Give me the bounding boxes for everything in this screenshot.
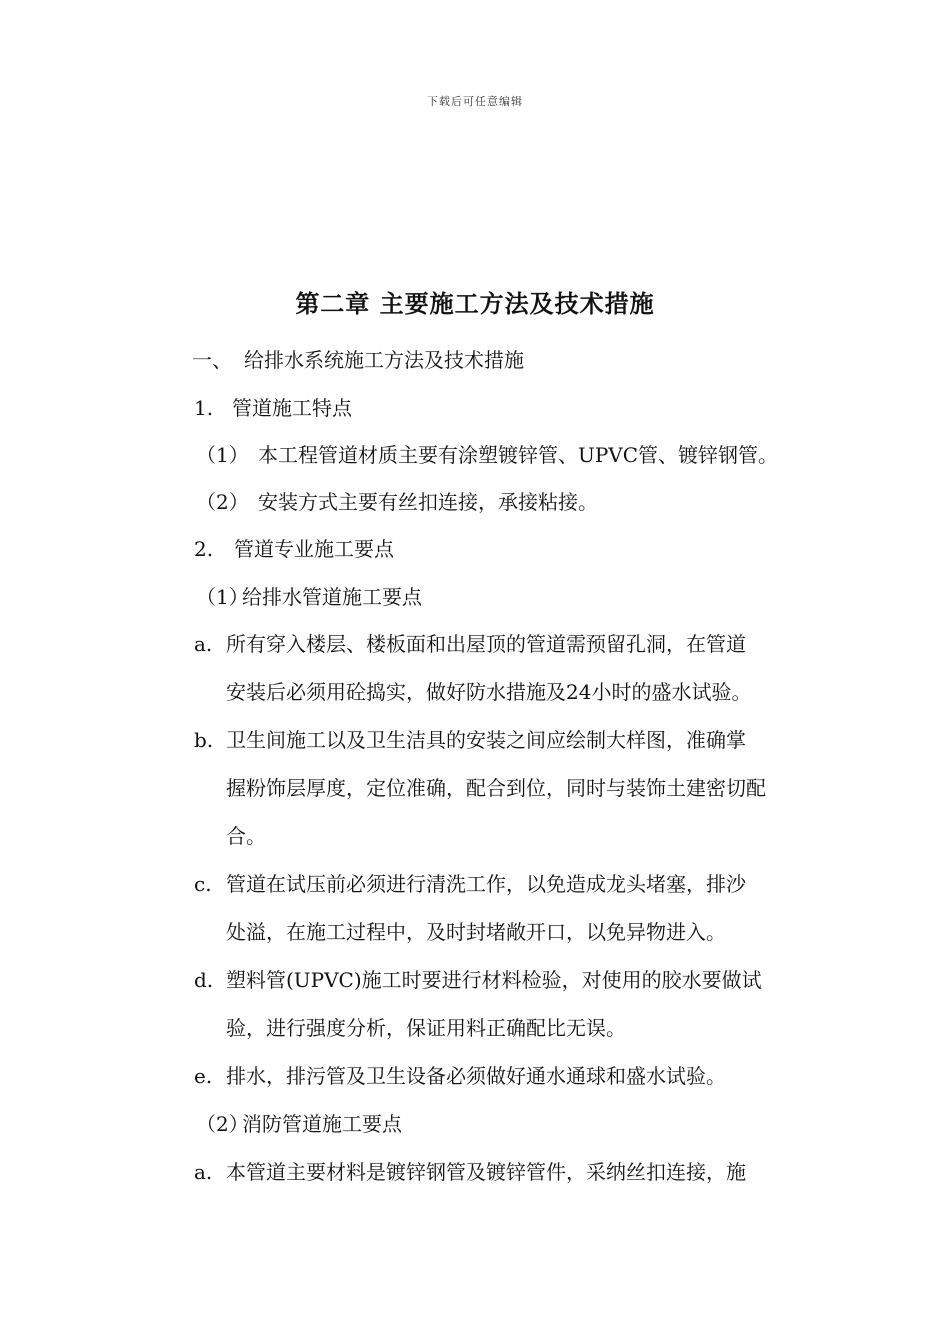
item-heading <box>194 394 352 422</box>
section-marker: 一、 <box>192 348 232 372</box>
sub-heading-text: 消防管道施工要点 <box>242 1112 402 1136</box>
point-c-line1 <box>194 870 746 898</box>
item-marker: 1. <box>194 396 214 420</box>
section-heading <box>192 346 524 374</box>
header-note: 下载后可任意编辑 <box>427 95 523 108</box>
item-text: 管道施工特点 <box>232 396 352 420</box>
sub-item-text: 本工程管道材质主要有涂塑镀锌管、UPVC管、镀锌钢管。 <box>258 443 779 467</box>
sub-item <box>196 488 598 516</box>
chapter-title: 第二章 主要施工方法及技术措施 <box>295 290 655 318</box>
sub-item <box>196 441 778 469</box>
point-marker: c. <box>194 872 212 896</box>
sub-heading-marker: （2） <box>196 1112 249 1136</box>
item-text: 管道专业施工要点 <box>234 537 394 561</box>
fire-point-a-line1 <box>194 1158 746 1186</box>
point-b-line2: 握粉饰层厚度，定位准确，配合到位，同时与装饰土建密切配 <box>226 776 766 800</box>
point-d-line2: 验，进行强度分析，保证用料正确配比无误。 <box>226 1016 626 1040</box>
sub-heading <box>196 583 422 611</box>
point-marker: e. <box>194 1064 213 1088</box>
point-text: 排水，排污管及卫生设备必须做好通水通球和盛水试验。 <box>226 1064 726 1088</box>
point-c-line2: 处溢，在施工过程中，及时封堵敞开口，以免异物进入。 <box>226 920 726 944</box>
point-a-line2: 安装后必须用砼捣实，做好防水措施及24小时的盛水试验。 <box>226 680 752 704</box>
point-text: 卫生间施工以及卫生洁具的安装之间应绘制大样图，准确掌 <box>226 728 746 752</box>
point-text: 所有穿入楼层、楼板面和出屋顶的管道需预留孔洞，在管道 <box>226 632 746 656</box>
section-text: 给排水系统施工方法及技术措施 <box>244 348 524 372</box>
sub-item-marker: （1） <box>196 443 249 467</box>
item-marker: 2. <box>194 537 214 561</box>
point-marker: d. <box>194 968 214 992</box>
sub-heading <box>196 1110 402 1138</box>
point-b-line3: 合。 <box>226 824 266 848</box>
point-a-line1 <box>194 630 746 658</box>
point-b-line1 <box>194 726 746 754</box>
point-marker: a. <box>194 1160 213 1184</box>
point-text: 本管道主要材料是镀锌钢管及镀锌管件，采纳丝扣连接，施 <box>226 1160 746 1184</box>
item-heading <box>194 535 394 563</box>
point-d-line1 <box>194 966 762 994</box>
point-text: 管道在试压前必须进行清洗工作，以免造成龙头堵塞，排沙 <box>226 872 746 896</box>
point-e-line1 <box>194 1062 726 1090</box>
sub-item-text: 安装方式主要有丝扣连接，承接粘接。 <box>258 490 598 514</box>
point-text: 塑料管(UPVC)施工时要进行材料检验，对使用的胶水要做试 <box>226 968 762 992</box>
point-marker: b. <box>194 728 214 752</box>
sub-item-marker: （2） <box>196 490 249 514</box>
sub-heading-marker: （1） <box>196 585 249 609</box>
sub-heading-text: 给排水管道施工要点 <box>242 585 422 609</box>
point-marker: a. <box>194 632 213 656</box>
